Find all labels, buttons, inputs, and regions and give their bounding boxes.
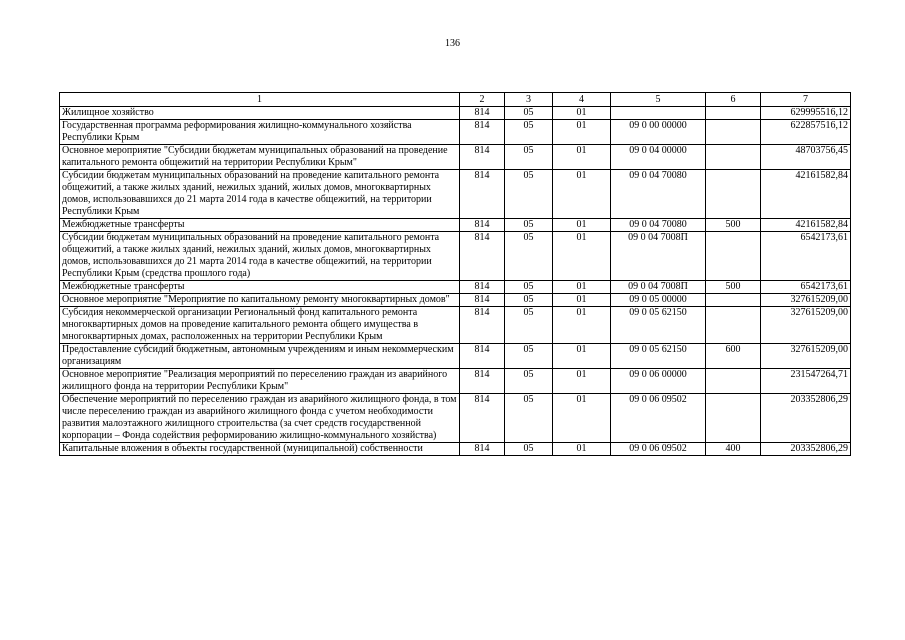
row-amount: 42161582,84	[761, 170, 851, 219]
row-amount: 6542173,61	[761, 281, 851, 294]
page-number: 136	[445, 38, 460, 49]
row-code-ministry: 814	[460, 294, 505, 307]
header-col-5: 5	[611, 93, 706, 107]
row-code-section: 05	[505, 394, 553, 443]
header-col-3: 3	[505, 93, 553, 107]
row-amount: 629995516,12	[761, 107, 851, 120]
row-code-ministry: 814	[460, 344, 505, 369]
row-code-expense-type	[706, 170, 761, 219]
row-code-expense-type	[706, 307, 761, 344]
row-code-section: 05	[505, 120, 553, 145]
header-col-6: 6	[706, 93, 761, 107]
budget-table	[59, 92, 851, 456]
table-row	[60, 443, 851, 456]
row-code-expense-type: 400	[706, 443, 761, 456]
row-code-section: 05	[505, 145, 553, 170]
row-code-ministry: 814	[460, 394, 505, 443]
table-row	[60, 281, 851, 294]
row-code-ministry: 814	[460, 219, 505, 232]
row-code-section: 05	[505, 281, 553, 294]
row-name: Обеспечение мероприятий по переселению граждан из аварийного жилищного фонда, в том числе переселению граждан из аварийного жилищного фонда с учетом необходимости развития малоэтажного жилищного строительства (за счет средств государственной корпорации – Фонда содействия реформированию жилищно-коммунального хозяйства)	[60, 394, 460, 443]
row-name: Основное мероприятие "Реализация мероприятий по переселению граждан из аварийного жилищного фонда на территории Республики Крым"	[60, 369, 460, 394]
table-row	[60, 344, 851, 369]
table-row	[60, 394, 851, 443]
row-amount: 42161582,84	[761, 219, 851, 232]
row-code-target: 09 0 00 00000	[611, 120, 706, 145]
row-name: Межбюджетные трансферты	[60, 219, 460, 232]
row-code-ministry: 814	[460, 145, 505, 170]
row-code-ministry: 814	[460, 107, 505, 120]
row-code-target: 09 0 05 00000	[611, 294, 706, 307]
header-col-1: 1	[60, 93, 460, 107]
row-code-expense-type	[706, 107, 761, 120]
row-amount: 327615209,00	[761, 294, 851, 307]
row-code-target: 09 0 06 09502	[611, 394, 706, 443]
row-code-subsection: 01	[553, 120, 611, 145]
row-code-ministry: 814	[460, 232, 505, 281]
row-code-subsection: 01	[553, 294, 611, 307]
table-row	[60, 294, 851, 307]
row-code-section: 05	[505, 369, 553, 394]
row-name: Субсидии бюджетам муниципальных образований на проведение капитального ремонта общежитий, а также жилых зданий, нежилых зданий, жилых домов, многоквартирных домов, использовавшихся до 21 марта 2014 года в качестве общежитий, на территории Республики Крым	[60, 170, 460, 219]
row-code-ministry: 814	[460, 443, 505, 456]
row-code-target: 09 0 04 70080	[611, 170, 706, 219]
row-code-subsection: 01	[553, 170, 611, 219]
row-code-target: 09 0 04 70080	[611, 219, 706, 232]
row-code-subsection: 01	[553, 281, 611, 294]
row-amount: 231547264,71	[761, 369, 851, 394]
table-row	[60, 107, 851, 120]
row-code-target	[611, 107, 706, 120]
row-amount: 622857516,12	[761, 120, 851, 145]
row-code-subsection: 01	[553, 107, 611, 120]
row-code-section: 05	[505, 344, 553, 369]
row-name: Субсидия некоммерческой организации Региональный фонд капитального ремонта многоквартирных домов на проведение капитального ремонта общего имущества в многоквартирных домах, расположенных на территории Республики Крым	[60, 307, 460, 344]
table-row	[60, 120, 851, 145]
row-code-target: 09 0 06 09502	[611, 443, 706, 456]
row-code-expense-type	[706, 369, 761, 394]
row-code-subsection: 01	[553, 232, 611, 281]
row-name: Предоставление субсидий бюджетным, автономным учреждениям и иным некоммерческим организациям	[60, 344, 460, 369]
row-code-target: 09 0 04 00000	[611, 145, 706, 170]
row-code-subsection: 01	[553, 369, 611, 394]
row-name: Основное мероприятие "Мероприятие по капитальному ремонту многоквартирных домов"	[60, 294, 460, 307]
row-amount: 6542173,61	[761, 232, 851, 281]
row-code-subsection: 01	[553, 219, 611, 232]
header-col-4: 4	[553, 93, 611, 107]
header-col-2: 2	[460, 93, 505, 107]
row-code-section: 05	[505, 107, 553, 120]
row-code-expense-type	[706, 145, 761, 170]
row-code-expense-type	[706, 394, 761, 443]
row-code-target: 09 0 04 7008П	[611, 281, 706, 294]
row-amount: 203352806,29	[761, 394, 851, 443]
row-code-ministry: 814	[460, 281, 505, 294]
row-code-ministry: 814	[460, 307, 505, 344]
row-name: Капитальные вложения в объекты государственной (муниципальной) собственности	[60, 443, 460, 456]
row-amount: 48703756,45	[761, 145, 851, 170]
row-code-section: 05	[505, 443, 553, 456]
row-name: Государственная программа реформирования жилищно-коммунального хозяйства Республики Крым	[60, 120, 460, 145]
table-row	[60, 307, 851, 344]
header-col-7: 7	[761, 93, 851, 107]
row-code-expense-type	[706, 232, 761, 281]
table-row	[60, 170, 851, 219]
row-code-target: 09 0 05 62150	[611, 344, 706, 369]
row-code-expense-type	[706, 294, 761, 307]
row-code-expense-type: 600	[706, 344, 761, 369]
table-row	[60, 369, 851, 394]
row-code-target: 09 0 04 7008П	[611, 232, 706, 281]
row-name: Основное мероприятие "Субсидии бюджетам муниципальных образований на проведение капитального ремонта общежитий на территории Республики Крым"	[60, 145, 460, 170]
row-code-subsection: 01	[553, 394, 611, 443]
row-code-ministry: 814	[460, 170, 505, 219]
table-row	[60, 145, 851, 170]
row-code-expense-type: 500	[706, 219, 761, 232]
row-code-subsection: 01	[553, 307, 611, 344]
table-header-row	[60, 93, 851, 107]
row-code-section: 05	[505, 219, 553, 232]
row-code-ministry: 814	[460, 369, 505, 394]
row-amount: 327615209,00	[761, 344, 851, 369]
row-code-ministry: 814	[460, 120, 505, 145]
row-code-expense-type: 500	[706, 281, 761, 294]
row-amount: 327615209,00	[761, 307, 851, 344]
row-amount: 203352806,29	[761, 443, 851, 456]
row-code-target: 09 0 05 62150	[611, 307, 706, 344]
row-code-target: 09 0 06 00000	[611, 369, 706, 394]
row-code-subsection: 01	[553, 443, 611, 456]
row-name: Субсидии бюджетам муниципальных образований на проведение капитального ремонта общежитий, а также жилых зданий, нежилых зданий, жилых домов, многоквартирных домов, использовавшихся до 21 марта 2014 года в качестве общежитий, на территории Республики Крым (средства прошлого года)	[60, 232, 460, 281]
row-code-expense-type	[706, 120, 761, 145]
row-name: Жилищное хозяйство	[60, 107, 460, 120]
row-code-section: 05	[505, 294, 553, 307]
row-code-section: 05	[505, 170, 553, 219]
row-code-subsection: 01	[553, 145, 611, 170]
row-name: Межбюджетные трансферты	[60, 281, 460, 294]
row-code-section: 05	[505, 232, 553, 281]
row-code-section: 05	[505, 307, 553, 344]
table-row	[60, 232, 851, 281]
table-body	[60, 107, 851, 456]
row-code-subsection: 01	[553, 344, 611, 369]
table-row	[60, 219, 851, 232]
